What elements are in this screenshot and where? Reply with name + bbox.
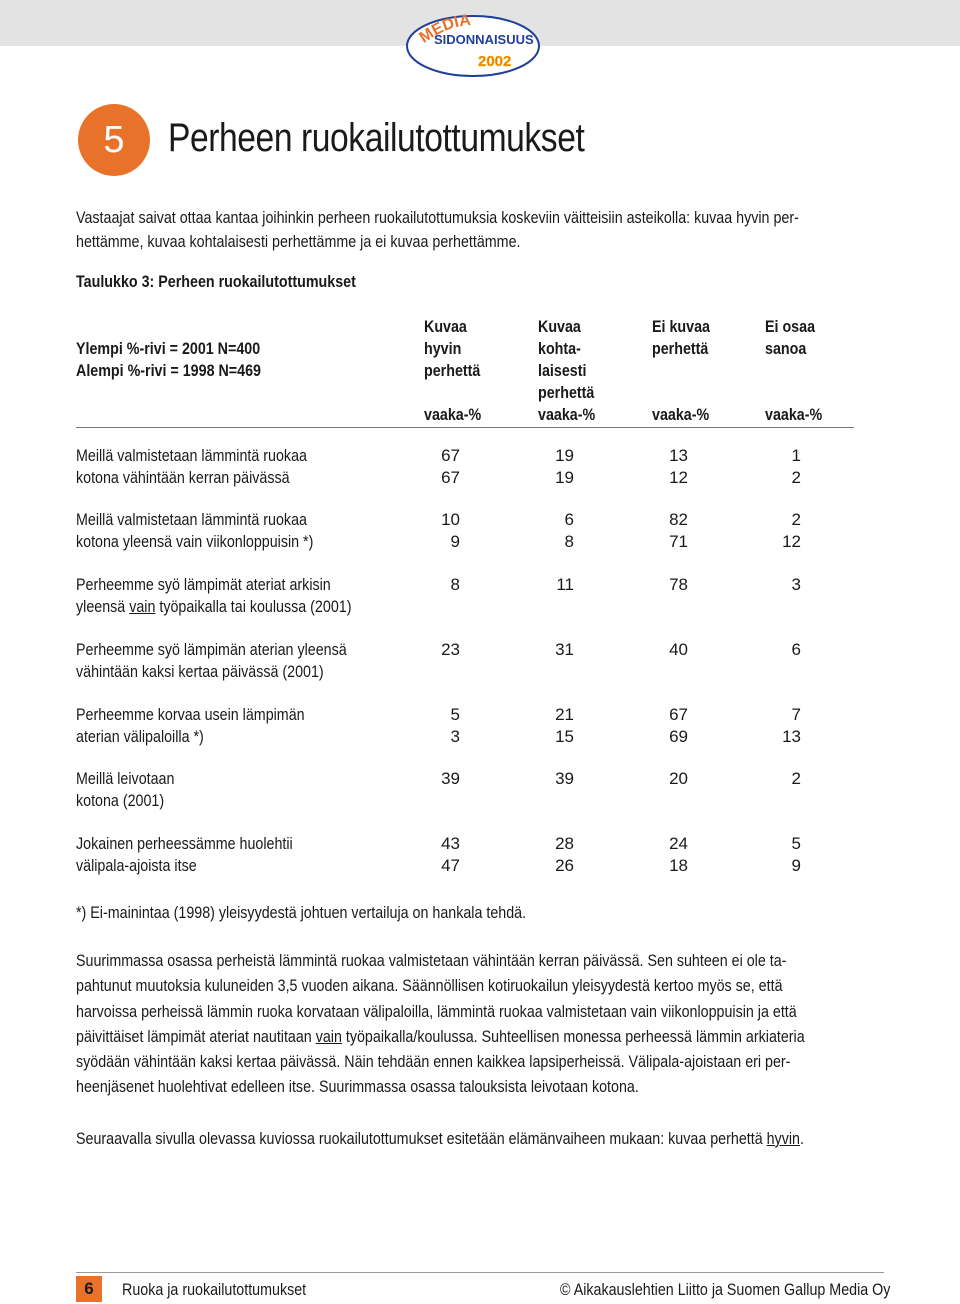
row-label-line: kotona (2001) (76, 791, 165, 810)
table-cell: 2 (791, 510, 801, 529)
table-cell: 5 (791, 834, 801, 853)
column-header-line: sanoa (765, 339, 807, 358)
underlined-word: vain (315, 1026, 342, 1046)
table-cell: 26 (555, 856, 574, 875)
table-cell: 69 (669, 727, 688, 746)
table-cell: 6 (564, 510, 574, 529)
table-legend (76, 338, 261, 382)
table-cell: 18 (669, 856, 688, 875)
logo-sidonnaisuus-text: SIDONNAISUUS (434, 32, 534, 47)
table-cell: 8 (564, 532, 574, 551)
legend-line-1998: Alempi %-rivi = 1998 N=469 (76, 361, 261, 380)
column-header-line: perhettä (538, 383, 595, 402)
table-cell: 2 (791, 468, 801, 487)
intro-line: Vastaajat saivat ottaa kantaa joihinkin perheen ruokailutottumuksia koskeviin väitteisiin asteikolla: kuvaa hyvin per- (76, 208, 799, 227)
body-paragraph-2 (76, 1126, 804, 1151)
table-row-label (76, 574, 351, 618)
media-sidonnaisuus-logo (398, 6, 548, 78)
table-cell: 20 (669, 769, 688, 788)
row-label-line: Jokainen perheessämme huolehtii (76, 834, 293, 853)
table-cell: 40 (669, 640, 688, 659)
table-cell: 39 (441, 769, 460, 788)
column-unit: vaaka-% (765, 405, 823, 424)
column-header-line: Kuvaa (424, 317, 467, 336)
row-label-line: Meillä leivotaan (76, 769, 175, 788)
paragraph-line: syödään vähintään kaksi kertaa päivässä. Näin tehdään ennen kaikkea lapsiperheissä. Välipala-ajoistaan eri per- (76, 1052, 791, 1072)
table-cell: 6 (791, 640, 801, 659)
table-cell: 43 (441, 834, 460, 853)
footer-section-title: Ruoka ja ruokailutottumukset (122, 1280, 307, 1299)
table-cell: 19 (555, 446, 574, 465)
table-header-rule (76, 427, 854, 428)
underlined-word: vain (129, 597, 156, 616)
table-cell: 9 (791, 856, 801, 875)
paragraph-line: Seuraavalla sivulla olevassa kuviossa ruokailutottumukset esitetään elämänvaiheen mukaan: kuvaa perhettä hyvin. (76, 1129, 804, 1148)
chapter-title: Perheen ruokailutottumukset (168, 116, 585, 160)
underlined-word: hyvin (766, 1129, 800, 1148)
column-unit: vaaka-% (538, 405, 596, 424)
column-header-line: Ei kuvaa (652, 317, 710, 336)
paragraph-line: Suurimmassa osassa perheistä lämmintä ruokaa valmistetaan vähintään kerran päivässä. Sen suhteen ei ole ta- (76, 951, 787, 970)
table-cell: 19 (555, 468, 574, 487)
column-header-line: perhettä (652, 339, 709, 358)
table-cell: 3 (450, 727, 460, 746)
column-header (424, 316, 482, 424)
row-label-line: aterian välipaloilla *) (76, 727, 204, 746)
row-label-line: yleensä vain työpaikalla tai koulussa (2001) (76, 597, 352, 616)
column-header-line: perhettä (424, 361, 481, 380)
table-cell: 82 (669, 510, 688, 529)
column-header (765, 316, 823, 424)
table-cell: 31 (555, 640, 574, 659)
chapter-number-badge: 5 (78, 104, 150, 176)
table-row-label (76, 639, 347, 683)
table-cell: 28 (555, 834, 574, 853)
column-header-line: laisesti (538, 361, 587, 380)
table-cell: 15 (555, 727, 574, 746)
row-label-line: Perheemme syö lämpimät ateriat arkisin (76, 575, 331, 594)
table-cell: 24 (669, 834, 688, 853)
column-header-line: hyvin (424, 339, 462, 358)
paragraph-line: harvoissa perheissä lämmin ruoka korvataan välipaloilla, lämmintä ruokaa valmistetaan vain viikonloppuisin ja että (76, 1001, 797, 1021)
column-header-line (765, 382, 815, 404)
table-row-label (76, 833, 293, 877)
table-cell: 12 (669, 468, 688, 487)
table-cell: 13 (669, 446, 688, 465)
table-cell: 5 (450, 705, 460, 724)
table-cell: 10 (441, 510, 460, 529)
table-title: Taulukko 3: Perheen ruokailutottumukset (76, 272, 356, 291)
row-label-line: vähintään kaksi kertaa päivässä (2001) (76, 662, 324, 681)
paragraph-line: pahtunut muutoksia kuluneiden 3,5 vuoden aikana. Säännöllisen kotiruokailun yleisyydestä kertoo myös se, että (76, 976, 783, 996)
table-cell: 23 (441, 640, 460, 659)
table-cell: 21 (555, 705, 574, 724)
table-cell: 2 (791, 769, 801, 788)
column-header-line (424, 382, 480, 404)
table-cell: 9 (450, 532, 460, 551)
row-label-line: kotona vähintään kerran päivässä (76, 468, 290, 487)
footer-rule (76, 1272, 884, 1273)
body-paragraph-1 (76, 948, 805, 1100)
table-cell: 67 (669, 705, 688, 724)
column-header-line (652, 382, 710, 404)
row-label-line: Meillä valmistetaan lämmintä ruokaa (76, 446, 307, 465)
page-number: 6 (76, 1276, 102, 1302)
row-label-line: kotona yleensä vain viikonloppuisin *) (76, 532, 314, 551)
logo-year-text: 2002 (478, 53, 512, 70)
table-row-label (76, 445, 307, 489)
table-cell: 78 (669, 575, 688, 594)
paragraph-line: päivittäiset lämpimät ateriat nautitaan vain työpaikalla/koulussa. Suhteellisen monessa perheessä lämmin arkiateria (76, 1026, 805, 1046)
row-label-line: välipala-ajoista itse (76, 856, 197, 875)
table-cell: 8 (450, 575, 460, 594)
intro-line: hettämme, kuvaa kohtalaisesti perhettämme ja ei kuvaa perhettämme. (76, 232, 521, 251)
table-cell: 12 (782, 532, 801, 551)
table-cell: 47 (441, 856, 460, 875)
table-cell: 11 (556, 575, 574, 594)
table-cell: 67 (441, 468, 460, 487)
table-footnote: *) Ei-mainintaa (1998) yleisyydestä johtuen vertailuja on hankala tehdä. (76, 903, 527, 922)
table-row-label (76, 768, 174, 812)
column-header (652, 316, 710, 424)
table-cell: 13 (782, 727, 801, 746)
table-cell: 67 (441, 446, 460, 465)
footer-copyright: © Aikakauslehtien Liitto ja Suomen Gallup Media Oy (560, 1280, 891, 1299)
column-unit: vaaka-% (652, 405, 710, 424)
row-label-line: Meillä valmistetaan lämmintä ruokaa (76, 510, 307, 529)
row-label-line: Perheemme syö lämpimän aterian yleensä (76, 640, 347, 659)
table-cell: 39 (555, 769, 574, 788)
column-header-line (765, 360, 815, 382)
table-cell: 1 (791, 446, 801, 465)
intro-text (76, 206, 799, 254)
logo-media-text: MEDIA (416, 11, 472, 47)
column-header-line: kohta- (538, 339, 581, 358)
column-header (538, 316, 596, 424)
column-header-line (652, 360, 710, 382)
table-row-label (76, 509, 313, 553)
table-row-label (76, 704, 305, 748)
table-cell: 71 (669, 532, 688, 551)
paragraph-line: heenjäsenet huolehtivat edelleen itse. Suurimmassa osassa talouksista leivotaan kotona. (76, 1077, 639, 1097)
column-header-line: Ei osaa (765, 317, 816, 336)
table-cell: 7 (791, 705, 801, 724)
legend-line-2001: Ylempi %-rivi = 2001 N=400 (76, 339, 261, 358)
column-unit: vaaka-% (424, 405, 482, 424)
column-header-line: Kuvaa (538, 317, 581, 336)
row-label-line: Perheemme korvaa usein lämpimän (76, 705, 305, 724)
table-cell: 3 (791, 575, 801, 594)
